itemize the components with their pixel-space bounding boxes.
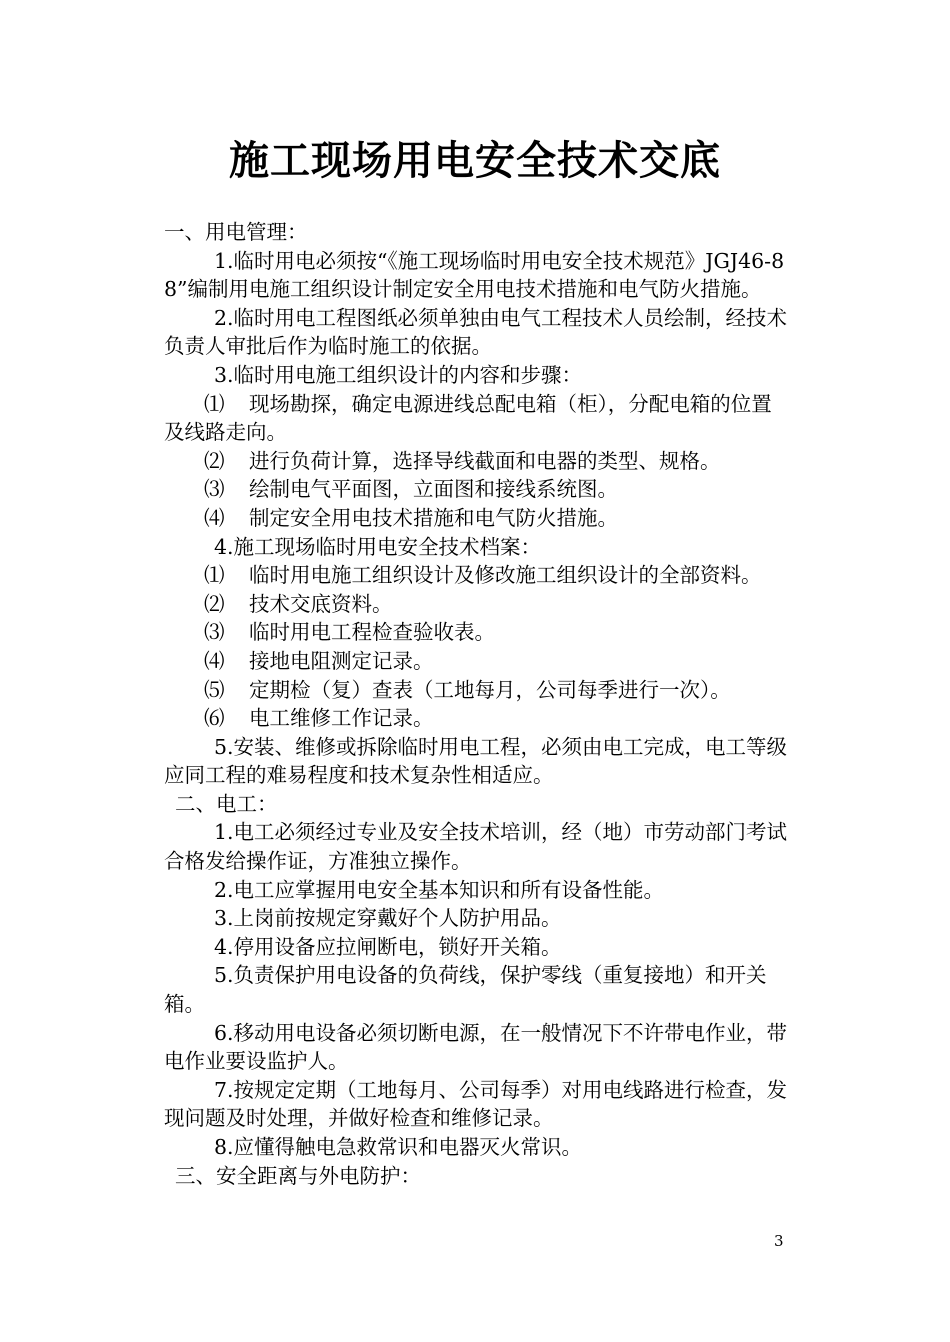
list-marker: ⑵: [204, 448, 225, 473]
list-item-text: 绘制电气平面图，立面图和接线系统图。: [249, 477, 618, 502]
section-heading-safety-distance: 三、安全距离与外电防护：: [175, 1163, 421, 1188]
list-item: [164, 590, 790, 619]
paragraph: 3.上岗前按规定穿戴好个人防护用品。: [214, 906, 562, 931]
list-marker: ⑴: [204, 391, 225, 416]
list-item: [164, 561, 790, 590]
list-item: [164, 390, 790, 447]
list-marker: ⑵: [204, 591, 225, 616]
list-marker: ⑴: [204, 563, 225, 588]
list-item-text: 定期检（复）查表（工地每月，公司每季进行一次）。: [249, 677, 731, 702]
paragraph: 4.停用设备应拉闸断电，锁好开关箱。: [214, 934, 562, 959]
list-item: [164, 647, 790, 676]
list-marker: ⑶: [204, 620, 225, 645]
list-marker: ⑷: [204, 505, 225, 530]
paragraph: 6.移动用电设备必须切断电源，在一般情况下不许带电作业，带电作业要设监护人。: [164, 1020, 788, 1074]
list-marker: ⑸: [204, 677, 225, 702]
list-marker: ⑹: [204, 706, 225, 731]
document-body: [164, 218, 790, 1190]
paragraph: 1.临时用电必须按“《施工现场临时用电安全技术规范》JGJ46-88”编制用电施工组织设计制定安全用电技术措施和电气防火措施。: [164, 248, 785, 302]
paragraph: 7.按规定定期（工地每月、公司每季）对用电线路进行检查，发现问题及时处理，并做好检查和维修记录。: [164, 1077, 788, 1131]
paragraph: 5.负责保护用电设备的负荷线，保护零线（重复接地）和开关箱。: [164, 963, 767, 1017]
paragraph: 3.临时用电施工组织设计的内容和步骤：: [214, 362, 583, 387]
list-marker: ⑶: [204, 477, 225, 502]
document-title: 施工现场用电安全技术交底: [229, 137, 721, 184]
paragraph: 4.施工现场临时用电安全技术档案：: [214, 534, 542, 559]
list-item-text: 制定安全用电技术措施和电气防火措施。: [249, 505, 618, 530]
list-item: [164, 447, 790, 476]
paragraph: 8.应懂得触电急救常识和电器灭火常识。: [214, 1135, 583, 1159]
list-item: [164, 676, 790, 705]
section-heading-electrician: 二、电工：: [175, 791, 278, 816]
paragraph: 2.临时用电工程图纸必须单独由电气工程技术人员绘制，经技术负责人审批后作为临时施工的依据。: [164, 305, 788, 359]
list-item: [164, 704, 790, 733]
page-number: 3: [774, 1232, 784, 1250]
list-item: [164, 618, 790, 647]
list-item-text: 临时用电施工组织设计及修改施工组织设计的全部资料。: [249, 563, 762, 588]
paragraph: 5.安装、维修或拆除临时用电工程，必须由电工完成，电工等级应同工程的难易程度和技术复杂性相适应。: [164, 734, 788, 788]
list-marker: ⑷: [204, 648, 225, 673]
list-item: [164, 504, 790, 533]
section-heading-power-management: 一、用电管理：: [164, 220, 308, 244]
paragraph: 1.电工必须经过专业及安全技术培训，经（地）市劳动部门考试合格发给操作证，方准独立操作。: [164, 820, 788, 874]
paragraph: 2.电工应掌握用电安全基本知识和所有设备性能。: [214, 877, 665, 902]
list-item-text: 接地电阻测定记录。: [249, 648, 434, 673]
list-item-text: 现场勘探，确定电源进线总配电箱（柜），分配电箱的位置及线路走向。: [164, 391, 772, 445]
list-item: [164, 475, 790, 504]
list-item-text: 临时用电工程检查验收表。: [249, 620, 495, 645]
list-item-text: 进行负荷计算，选择导线截面和电器的类型、规格。: [249, 448, 721, 473]
list-item-text: 技术交底资料。: [249, 591, 393, 616]
list-item-text: 电工维修工作记录。: [249, 706, 434, 731]
